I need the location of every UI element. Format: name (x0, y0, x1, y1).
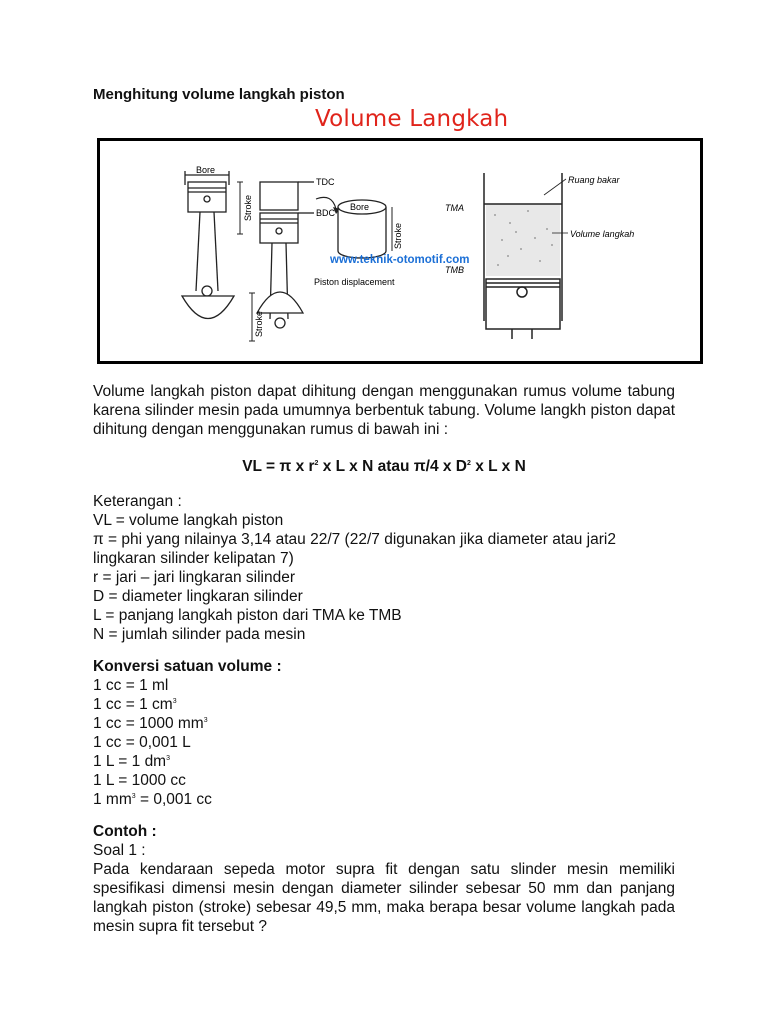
keterangan-pi: π = phi yang nilainya 3,14 atau 22/7 (22/7 digunakan jika diameter atau jari2 lingkaran silinder kelipatan 7) (93, 531, 616, 567)
konversi-row-5: 1 L = 1 $dm^3$ (93, 753, 171, 770)
konversi-heading: Konversi satuan volume : (93, 658, 282, 675)
konversi-row-6: 1 L = 1000 cc (93, 772, 186, 789)
contoh-section (93, 822, 675, 936)
piston-diagram-drawing (100, 141, 700, 361)
soal-label: Soal 1 : (93, 842, 146, 859)
stroke-label-2: Stroke (254, 310, 264, 337)
page-title: Menghitung volume langkah piston (93, 86, 345, 103)
bore-label-1: Bore (196, 165, 216, 175)
tdc-label: TDC (316, 177, 335, 187)
document-page (93, 86, 675, 935)
keterangan-section (93, 492, 675, 644)
konversi-section (93, 657, 675, 809)
keterangan-heading: Keterangan : (93, 493, 182, 510)
konversi-row-3: 1 cc = 1000 $mm^3$ (93, 715, 208, 732)
contoh-heading: Contoh : (93, 823, 157, 840)
bdc-label: BDC (316, 208, 336, 218)
tmb-label: TMB (445, 265, 464, 275)
keterangan-r: r = jari – jari lingkaran silinder (93, 569, 296, 586)
watermark: www.teknik-otomotif.com (330, 254, 470, 266)
volume-langkah-label: Volume langkah (570, 229, 635, 239)
formula: VL = π x $r^2$ x L x N atau π/4 x $D^2$ x L x N (242, 458, 526, 475)
figure-heading: Volume Langkah (315, 106, 509, 132)
stroke-label-3: Stroke (393, 222, 403, 249)
ruang-bakar-label: Ruang bakar (568, 175, 620, 185)
piston-diagram (97, 138, 703, 364)
stroke-label-1: Stroke (243, 194, 253, 221)
keterangan-vl: VL = volume langkah piston (93, 512, 284, 529)
bore-label-2: Bore (350, 202, 370, 212)
keterangan-l: L = panjang langkah piston dari TMA ke TMB (93, 607, 402, 624)
intro-paragraph: Volume langkah piston dapat dihitung dengan menggunakan rumus volume tabung karena silinder mesin pada umumnya berbentuk tabung. Volume langkh piston dapat dihitung dengan menggunakan rumus di bawah ini : (93, 383, 675, 438)
keterangan-d: D = diameter lingkaran silinder (93, 588, 303, 605)
konversi-row-2: 1 cc = 1 $cm^3$ (93, 696, 177, 713)
konversi-row-4: 1 cc = 0,001 L (93, 734, 191, 751)
konversi-row-1: 1 cc = 1 ml (93, 677, 169, 694)
piston-displacement-label: Piston displacement (314, 277, 395, 287)
konversi-row-7: 1 $mm^3 = 0,001$ cc (93, 791, 212, 808)
soal-text: Pada kendaraan sepeda motor supra fit dengan satu slinder mesin memiliki spesifikasi dimensi mesin dengan diameter silinder sebesar 50 mm dan panjang langkah piston (stroke) sebesar 49,5 mm, maka berapa besar volume langkah pada mesin supra fit tersebut ? (93, 861, 675, 935)
keterangan-n: N = jumlah silinder pada mesin (93, 626, 306, 643)
tma-label: TMA (445, 203, 464, 213)
